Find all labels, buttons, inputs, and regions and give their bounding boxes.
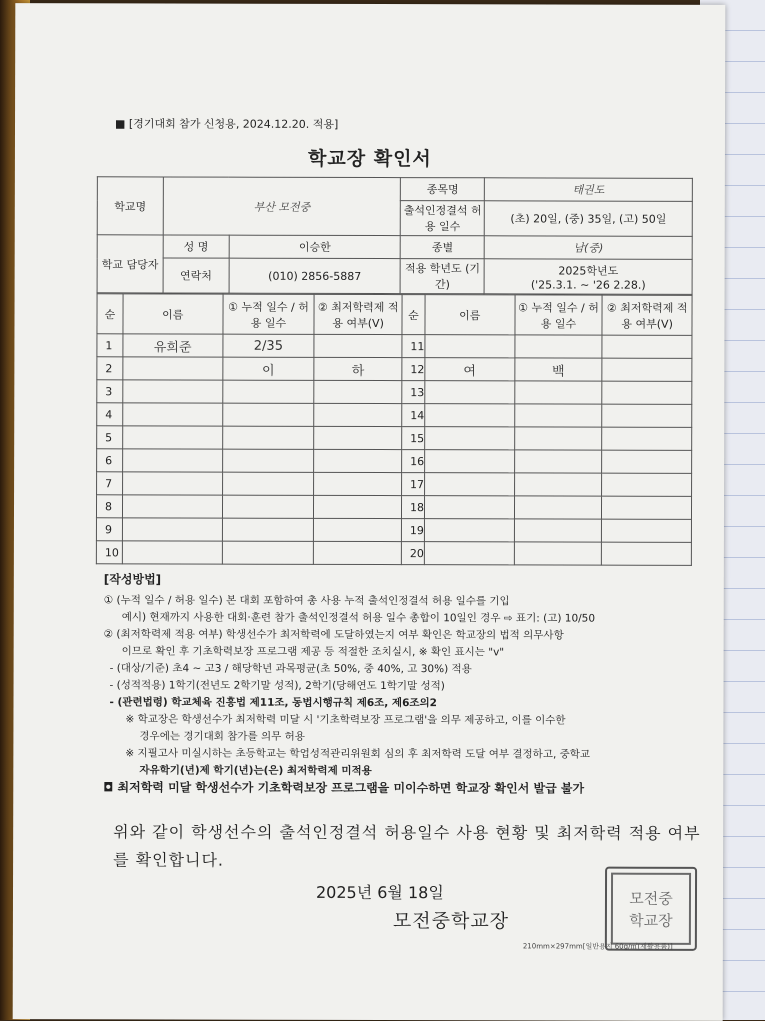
min-academic-check — [602, 496, 692, 519]
row-number: 4 — [97, 403, 123, 426]
days-used — [514, 542, 602, 565]
method-heading: [작성방법] — [103, 572, 162, 587]
student-name — [425, 404, 515, 427]
row-number: 10 — [96, 541, 122, 564]
days-used: 이 — [222, 357, 314, 380]
days-used: 2/35 — [222, 334, 314, 357]
student-name — [123, 380, 223, 403]
row-number: 7 — [97, 472, 123, 495]
school-label: 학교명 — [97, 177, 163, 235]
student-name — [123, 357, 223, 380]
days-used — [222, 495, 314, 518]
days-used: 백 — [514, 358, 602, 381]
row-number: 14 — [402, 404, 425, 427]
row-number: 3 — [97, 380, 123, 403]
student-name — [123, 472, 223, 495]
svg-text:모전중: 모전중 — [629, 889, 673, 908]
svg-text:학교장: 학교장 — [629, 911, 673, 930]
row-number: 9 — [96, 518, 122, 541]
days-used — [222, 380, 314, 403]
row-number: 8 — [96, 495, 122, 518]
days-used — [515, 335, 603, 358]
allowed-value: (초) 20일, (중) 35일, (고) 50일 — [485, 201, 693, 237]
student-name — [424, 519, 514, 542]
paper-spec-footnote: 210mm×297mm[일반용지 60g/㎡(재활용품)] — [522, 942, 673, 951]
min-academic-check — [314, 449, 402, 472]
min-academic-check — [602, 404, 692, 427]
min-academic-check — [314, 403, 402, 426]
method-line: ※ 학교장은 학생선수가 최저학력 미달 시 '기초학력보장 프로그램'을 의무 제공하고, 이를 이수한 — [125, 713, 566, 727]
header-days: ① 누적 일수 / 허용 일수 — [515, 295, 603, 335]
min-academic-check — [602, 473, 692, 496]
row-number: 19 — [401, 519, 424, 542]
event-value: 태권도 — [485, 178, 693, 202]
roster-table — [96, 293, 693, 566]
method-line: 자유학기(년)제 학기(년)는(은) 최저학력제 미적용 — [139, 764, 372, 778]
document-page — [13, 3, 726, 1021]
student-name — [425, 427, 515, 450]
official-seal — [605, 867, 697, 951]
header-name: 이름 — [123, 294, 223, 334]
row-number: 13 — [402, 381, 425, 404]
method-line: 경우에는 경기대회 참가를 의무 허용 — [139, 730, 305, 743]
days-used — [222, 426, 314, 449]
method-line: - (관련법령) 학교체육 진흥법 제11조, 동법시행규칙 제6조, 제6조의2 — [109, 696, 437, 710]
student-name: 여 — [425, 358, 515, 381]
event-label: 종목명 — [401, 178, 485, 201]
student-name — [425, 450, 515, 473]
roster-body — [96, 334, 692, 566]
min-academic-check — [314, 472, 402, 495]
row-number: 1 — [97, 334, 123, 357]
method-line: - (성적적용) 1학기(전년도 2학기말 성적), 2학기(당해연도 1학기말 성적) — [109, 679, 445, 693]
roster-row — [96, 518, 691, 543]
year-period: ('25.3.1. ~ '26 2.28.) — [530, 277, 646, 292]
days-used — [514, 450, 602, 473]
days-used — [514, 381, 602, 404]
gender-value: 남(중) — [484, 236, 692, 260]
student-name — [425, 335, 515, 358]
roster-row — [97, 449, 692, 474]
days-used — [514, 519, 602, 542]
days-used — [514, 427, 602, 450]
days-used — [222, 518, 314, 541]
student-name — [123, 449, 223, 472]
student-name — [122, 495, 222, 518]
student-name — [424, 542, 514, 565]
student-name — [122, 541, 222, 564]
min-academic-check — [602, 335, 692, 358]
confirmation-statement: 위와 같이 학생선수의 출석인정결석 허용일수 사용 현황 및 최저학력 적용 여부를 확인합니다. — [113, 822, 701, 870]
student-name — [425, 473, 515, 496]
issue-date: 2025년 6월 18일 — [315, 882, 444, 903]
header-check: ② 최저학력제 적용 여부(V) — [314, 294, 402, 334]
min-academic-check — [602, 381, 692, 404]
roster-row — [96, 541, 691, 566]
year-cell — [484, 259, 692, 295]
days-used — [222, 403, 314, 426]
row-number: 15 — [402, 427, 425, 450]
year-label: 적용 학년도 (기간) — [401, 259, 485, 294]
row-number: 2 — [97, 357, 123, 380]
min-academic-check — [314, 380, 402, 403]
document-title: 학교장 확인서 — [308, 147, 432, 171]
roster-row — [97, 403, 692, 428]
min-academic-check — [314, 541, 402, 564]
min-academic-check — [314, 495, 402, 518]
header-no: 순 — [402, 295, 425, 335]
method-line: 이므로 확인 후 기초학력보장 프로그램 제공 등 적절한 조치실시, ※ 확인 표시는 "v" — [121, 645, 505, 659]
contact-label: 연락처 — [163, 258, 229, 293]
days-used — [222, 472, 314, 495]
header-days: ① 누적 일수 / 허용 일수 — [223, 294, 315, 334]
roster-row — [97, 334, 692, 359]
min-academic-check — [602, 427, 692, 450]
student-name — [424, 496, 514, 519]
student-name — [123, 426, 223, 449]
roster-row — [97, 472, 692, 497]
name-label: 성 명 — [163, 235, 229, 258]
info-table — [97, 176, 693, 295]
row-number: 18 — [401, 496, 424, 519]
min-academic-check — [314, 334, 402, 357]
roster-row — [96, 495, 691, 520]
method-line: ② (최저학력제 적용 여부) 학생선수가 최저학력에 도달하였는지 여부 확인은 학교장의 법적 의무사항 — [103, 628, 564, 642]
days-used — [222, 449, 314, 472]
roster-row — [97, 426, 692, 451]
allowed-label: 출석인정결석 허용 일수 — [401, 201, 485, 236]
row-number: 20 — [401, 542, 424, 565]
school-value: 부산 모전중 — [163, 177, 401, 236]
principal-name: 모전중학교장 — [392, 910, 510, 933]
student-name: 유희준 — [123, 334, 223, 357]
min-academic-check: 하 — [314, 357, 402, 380]
gender-label: 종별 — [401, 236, 485, 259]
min-academic-check — [314, 518, 402, 541]
method-line: ※ 지필고사 미실시하는 초등학교는 학업성적관리위원회 심의 후 최저학력 도달 여부 결정하고, 중학교 — [125, 747, 591, 761]
row-number: 12 — [402, 358, 425, 381]
min-academic-check — [602, 358, 692, 381]
contact-value: (010) 2856-5887 — [229, 258, 401, 293]
min-academic-check — [602, 542, 692, 565]
roster-row — [97, 357, 692, 382]
warning-line: ◘ 최저학력 미달 학생선수가 기초학력보장 프로그램을 미이수하면 학교장 확인서 발급 불가 — [103, 780, 585, 796]
student-name — [122, 518, 222, 541]
method-line: 예시) 현재까지 사용한 대회·훈련 참가 출석인정결석 허용 일수 총합이 10일인 경우 ⇨ 표기: (고) 10/50 — [121, 611, 596, 625]
student-name — [123, 403, 223, 426]
row-number: 11 — [402, 335, 425, 358]
min-academic-check — [314, 426, 402, 449]
header-check: ② 최저학력제 적용 여부(V) — [602, 295, 692, 335]
row-number: 17 — [402, 473, 425, 496]
days-used — [514, 473, 602, 496]
min-academic-check — [602, 519, 692, 542]
days-used — [514, 496, 602, 519]
student-name — [425, 381, 515, 404]
name-value: 이승한 — [229, 235, 401, 258]
row-number: 5 — [97, 426, 123, 449]
staff-label: 학교 담당자 — [97, 235, 163, 293]
roster-row — [97, 380, 692, 405]
header-no: 순 — [97, 294, 123, 334]
year-value: 2025학년도 — [558, 263, 619, 278]
header-note: ■ [경기대회 참가 신청용, 2024.12.20. 적용] — [114, 117, 339, 131]
header-name: 이름 — [425, 295, 515, 335]
min-academic-check — [602, 450, 692, 473]
writing-method — [103, 571, 704, 798]
method-line: ① (누적 일수 / 허용 일수) 본 대회 포함하여 총 사용 누적 출석인정결석 허용 일수를 기입 — [103, 594, 510, 608]
row-number: 6 — [97, 449, 123, 472]
days-used — [514, 404, 602, 427]
row-number: 16 — [402, 450, 425, 473]
days-used — [222, 541, 314, 564]
method-line: - (대상/기준) 초4 ~ 고3 / 해당학년 과목평균(초 50%, 중 40%, 고 30%) 적용 — [109, 662, 472, 676]
